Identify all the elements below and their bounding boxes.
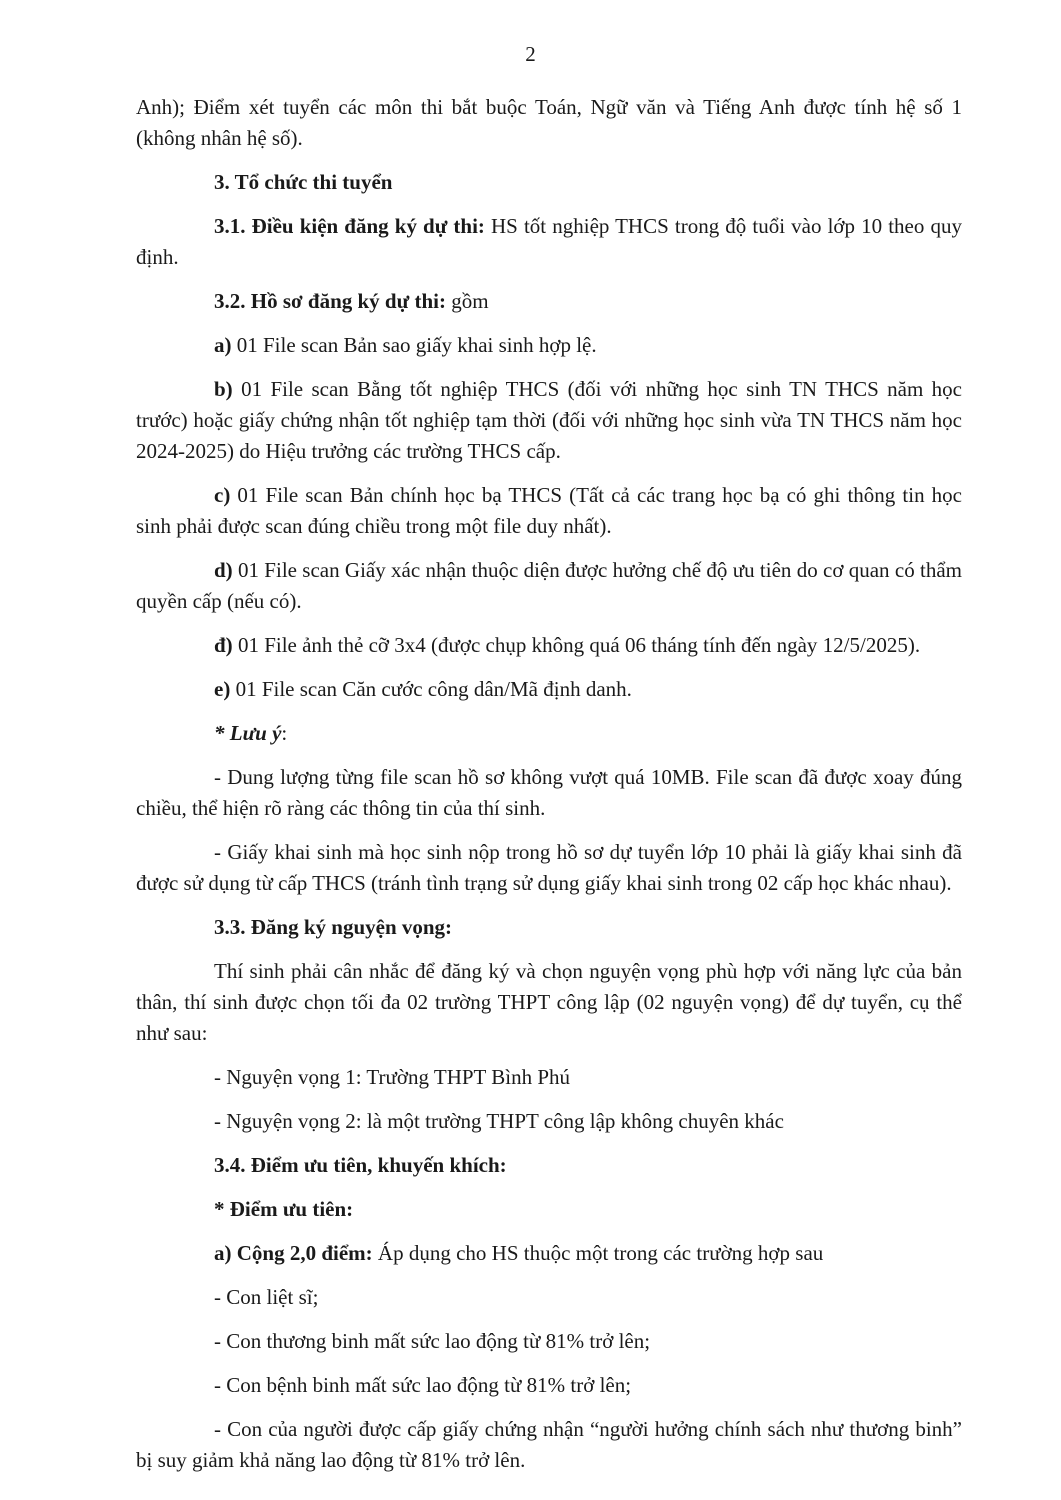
note-1: - Dung lượng từng file scan hồ sơ không vượt quá 10MB. File scan đã được xoay đúng chiều, thể hiện rõ ràng các thông tin của thí sinh.	[136, 765, 962, 820]
section-3-2	[136, 286, 962, 317]
note-colon: :	[281, 721, 288, 745]
section-3-4-heading: 3.4. Điểm ưu tiên, khuyến khích:	[214, 1153, 507, 1177]
wish-2: - Nguyện vọng 2: là một trường THPT công lập không chuyên khác	[214, 1109, 784, 1133]
item-dd-label: đ)	[214, 633, 233, 657]
case-4: - Con của người được cấp giấy chứng nhận “người hưởng chính sách như thương binh” bị suy giảm khả năng lao động từ 81% trở lên.	[136, 1417, 962, 1472]
document-body	[136, 92, 962, 1489]
item-dd-text: 01 File ảnh thẻ cỡ 3x4 (được chụp không quá 06 tháng tính đến ngày 12/5/2025).	[232, 633, 921, 657]
priority-a	[136, 1238, 962, 1269]
item-c-text: 01 File scan Bản chính học bạ THCS (Tất cả các trang học bạ có ghi thông tin học sinh phải được scan đúng chiều trong một file duy nhất).	[136, 483, 962, 538]
case-2: - Con thương binh mất sức lao động từ 81% trở lên;	[214, 1329, 651, 1353]
item-d	[136, 555, 962, 617]
priority-heading: * Điểm ưu tiên:	[214, 1197, 354, 1221]
intro-paragraph: Anh); Điểm xét tuyển các môn thi bắt buộc Toán, Ngữ văn và Tiếng Anh được tính hệ số 1 (không nhân hệ số).	[136, 95, 962, 150]
section-3-3-text: Thí sinh phải cân nhắc để đăng ký và chọn nguyện vọng phù hợp với năng lực của bản thân, thí sinh được chọn tối đa 02 trường THPT công lập (02 nguyện vọng) để dự tuyển, cụ thể như sau:	[136, 959, 962, 1045]
page-number: 2	[525, 42, 536, 66]
case-1: - Con liệt sĩ;	[214, 1285, 319, 1309]
item-a-text: 01 File scan Bản sao giấy khai sinh hợp lệ.	[231, 333, 597, 357]
case-3: - Con bệnh binh mất sức lao động từ 81% trở lên;	[214, 1373, 632, 1397]
item-d-text: 01 File scan Giấy xác nhận thuộc diện được hưởng chế độ ưu tiên do cơ quan có thẩm quyền cấp (nếu có).	[136, 558, 962, 613]
note-heading	[136, 718, 962, 749]
item-e	[136, 674, 962, 705]
item-dd	[136, 630, 962, 661]
section-3-1	[136, 211, 962, 273]
item-c	[136, 480, 962, 542]
item-a-label: a)	[214, 333, 232, 357]
section-3-2-label: 3.2. Hồ sơ đăng ký dự thi:	[214, 289, 446, 313]
priority-a-text: Áp dụng cho HS thuộc một trong các trường hợp sau	[372, 1241, 824, 1265]
item-b-label: b)	[214, 377, 233, 401]
wish-1: - Nguyện vọng 1: Trường THPT Bình Phú	[214, 1065, 571, 1089]
note-label: * Lưu ý	[214, 721, 282, 745]
section-3-1-text: HS tốt nghiệp THCS trong độ tuổi vào lớp 10 theo quy định.	[136, 214, 962, 269]
section-3-3-heading: 3.3. Đăng ký nguyện vọng:	[214, 915, 453, 939]
item-b	[136, 374, 962, 467]
section-3-heading: 3. Tổ chức thi tuyển	[214, 170, 393, 194]
priority-a-label: a) Cộng 2,0 điểm:	[214, 1241, 373, 1265]
section-3-1-label: 3.1. Điều kiện đăng ký dự thi:	[214, 214, 485, 238]
note-2: - Giấy khai sinh mà học sinh nộp trong hồ sơ dự tuyển lớp 10 phải là giấy khai sinh đã được sử dụng từ cấp THCS (tránh tình trạng sử dụng giấy khai sinh trong 02 cấp học khác nhau).	[136, 840, 962, 895]
item-a	[136, 330, 962, 361]
item-e-text: 01 File scan Căn cước công dân/Mã định danh.	[230, 677, 632, 701]
item-b-text: 01 File scan Bằng tốt nghiệp THCS (đối với những học sinh TN THCS năm học trước) hoặc giấy chứng nhận tốt nghiệp tạm thời (đối với những học sinh vừa TN THCS năm học 2024-2025) do Hiệu trưởng các trường THCS cấp.	[136, 377, 962, 463]
item-c-label: c)	[214, 483, 231, 507]
item-d-label: d)	[214, 558, 233, 582]
section-3-2-text: gồm	[445, 289, 489, 313]
item-e-label: e)	[214, 677, 231, 701]
